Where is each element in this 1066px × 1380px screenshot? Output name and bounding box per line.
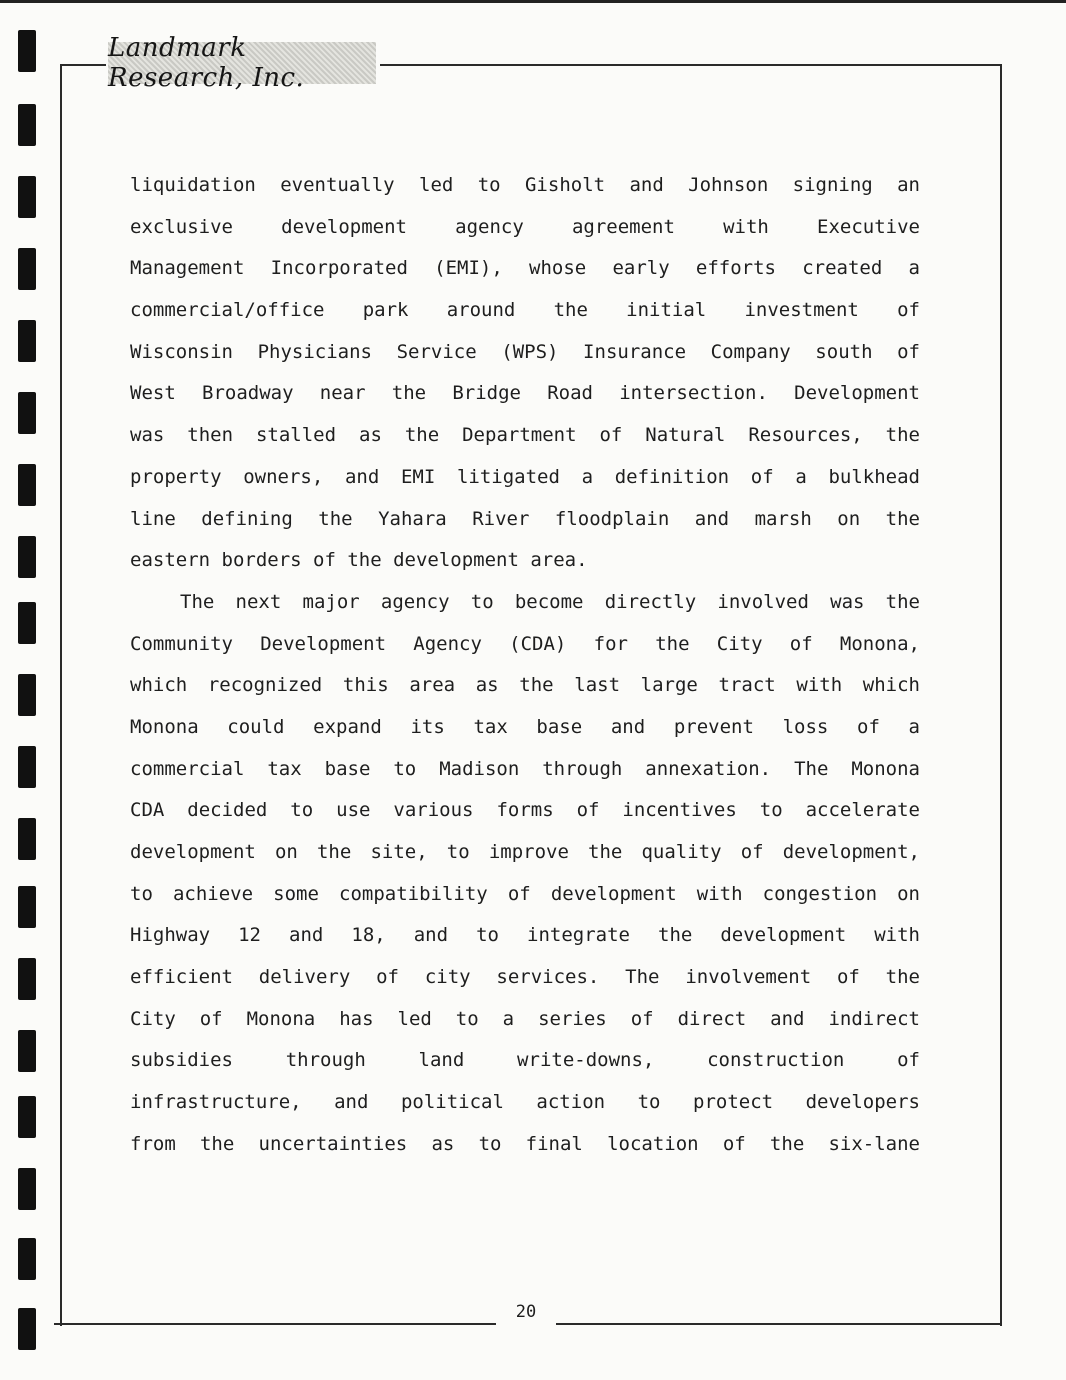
binder-hole (18, 1168, 36, 1210)
binder-hole (18, 392, 36, 434)
text-line: Monona could expand its tax base and prevent loss of a (130, 715, 920, 738)
binder-hole (18, 464, 36, 506)
text-line: property owners, and EMI litigated a definition of a bulkhead (130, 465, 920, 488)
text-line: West Broadway near the Bridge Road intersection. Development (130, 382, 920, 405)
text-line: eastern borders of the development area. (130, 549, 588, 572)
binder-hole (18, 1030, 36, 1072)
binder-holes (18, 30, 38, 1370)
top-edge-rule (0, 0, 1066, 3)
frame-right-rule (1000, 64, 1002, 1326)
text-line: liquidation eventually led to Gisholt and Johnson signing an (130, 174, 920, 196)
frame-bottom-rule (54, 1323, 496, 1325)
text-line: Wisconsin Physicians Service (WPS) Insurance Company south of (130, 340, 920, 363)
frame-bottom-rule (556, 1323, 1002, 1325)
text-line: City of Monona has led to a series of direct and indirect (130, 1007, 920, 1030)
text-line: to achieve some compatibility of development with congestion on (130, 882, 920, 905)
binder-hole (18, 104, 36, 146)
binder-hole (18, 536, 36, 578)
frame-top-rule (60, 64, 106, 66)
frame-top-rule (380, 64, 1002, 66)
text-line: commercial tax base to Madison through annexation. The Monona (130, 757, 920, 780)
text-line: Management Incorporated (EMI), whose early efforts created a (130, 257, 920, 280)
text-line: was then stalled as the Department of Natural Resources, the (130, 424, 920, 447)
binder-hole (18, 176, 36, 218)
binder-hole (18, 674, 36, 716)
text-line: development on the site, to improve the quality of development, (130, 841, 920, 863)
binder-hole (18, 602, 36, 644)
binder-hole (18, 320, 36, 362)
binder-hole (18, 248, 36, 290)
text-line: exclusive development agency agreement with Executive (130, 215, 920, 238)
binder-hole (18, 886, 36, 928)
logo-text: Landmark Research, Inc. (108, 33, 305, 93)
binder-hole (18, 818, 36, 860)
page-number: 20 (515, 1302, 537, 1322)
text-line: CDA decided to use various forms of incentives to accelerate (130, 799, 920, 822)
binder-hole (18, 30, 36, 72)
text-line: line defining the Yahara River floodplain and marsh on the (130, 507, 920, 530)
binder-hole (18, 746, 36, 788)
paragraph-start-line: The next major agency to become directly involved was the (180, 590, 920, 613)
text-line: infrastructure, and political action to protect developers (130, 1091, 920, 1114)
binder-hole (18, 1096, 36, 1138)
binder-hole (18, 1238, 36, 1280)
binder-hole (18, 958, 36, 1000)
text-line: Community Development Agency (CDA) for the City of Monona, (130, 632, 920, 655)
frame-left-rule (60, 64, 62, 1326)
binder-hole (18, 1308, 36, 1350)
text-line: Highway 12 and 18, and to integrate the development with (130, 924, 920, 947)
company-logo (108, 33, 376, 93)
text-line: which recognized this area as the last large tract with which (130, 674, 920, 697)
text-line: from the uncertainties as to final location of the six-lane (130, 1132, 920, 1155)
text-line: commercial/office park around the initial investment of (130, 299, 920, 322)
text-line: subsidies through land write-downs, construction of (130, 1049, 920, 1072)
text-line: efficient delivery of city services. The involvement of the (130, 966, 920, 989)
body-text (130, 170, 920, 1171)
